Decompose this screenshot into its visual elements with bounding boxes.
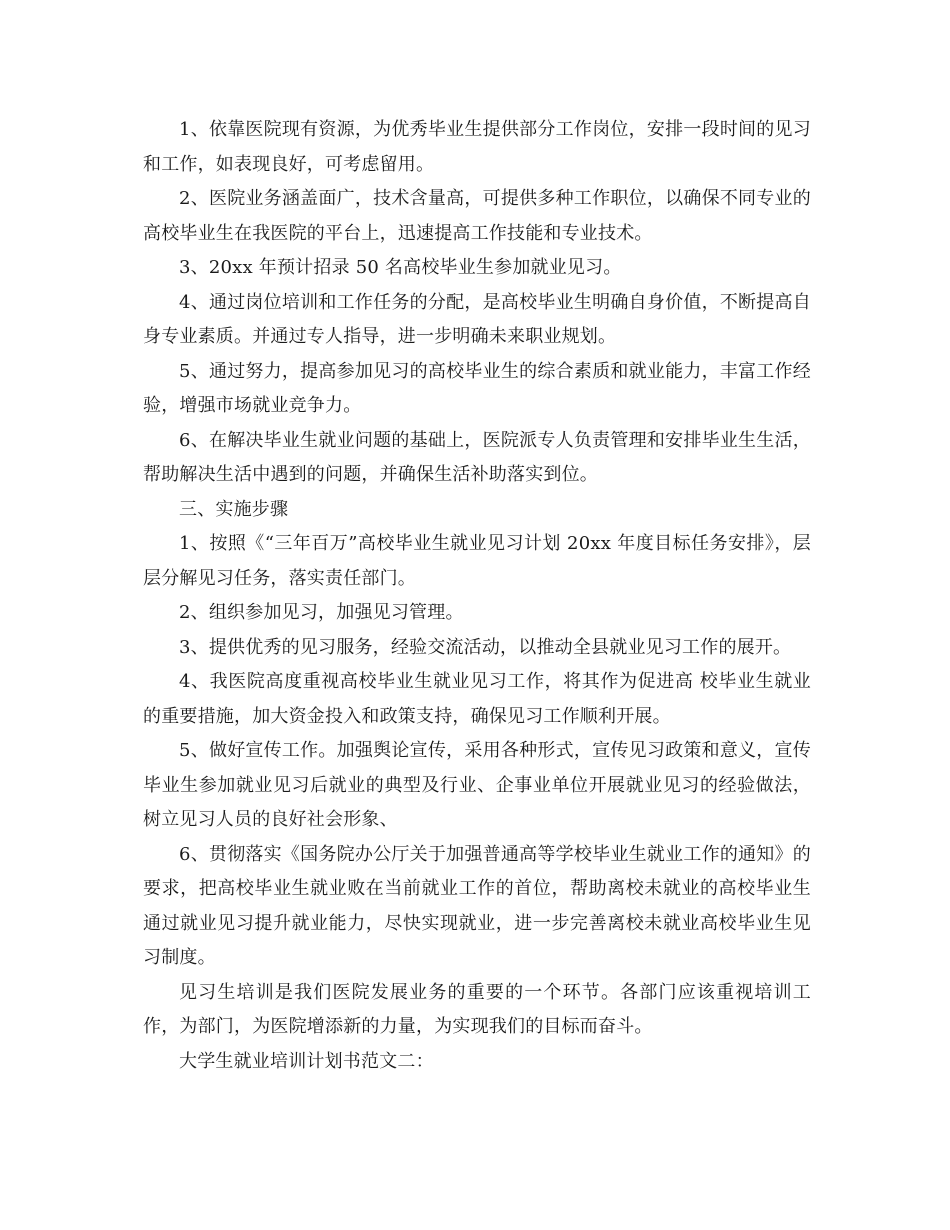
paragraph-benefit-6: 6、在解决毕业生就业问题的基础上，医院派专人负责管理和安排毕业生生活，帮助解决生活中遇到的问题，并确保生活补助落实到位。	[143, 429, 811, 485]
paragraph-benefit-4: 4、通过岗位培训和工作任务的分配，是高校毕业生明确自身价值，不断提高自身专业素质。并通过专人指导，进一步明确未来职业规划。	[143, 291, 811, 347]
paragraph-next-sample-heading: 大学生就业培训计划书范文二：	[179, 1050, 434, 1072]
paragraph-step-6: 6、贯彻落实《国务院办公厅关于加强普通高等学校毕业生就业工作的通知》的要求，把高校毕业生就业败在当前就业工作的首位，帮助离校未就业的高校毕业生通过就业见习提升就业能力，尽快实现就业，进一步完善离校未就业高校毕业生见习制度。	[143, 843, 811, 968]
paragraph-step-1: 1、按照《“三年百万”高校毕业生就业见习计划 20xx 年度目标任务安排》，层层分解见习任务，落实责任部门。	[143, 533, 811, 589]
paragraph-step-5: 5、做好宣传工作。加强舆论宣传，采用各种形式，宣传见习政策和意义，宣传毕业生参加就业见习后就业的典型及行业、企事业单位开展就业见习的经验做法，树立见习人员的良好社会形象、	[143, 740, 811, 830]
paragraph-benefit-1: 1、依靠医院现有资源，为优秀毕业生提供部分工作岗位，安排一段时间的见习和工作，如表现良好，可考虑留用。	[143, 119, 811, 175]
paragraph-benefit-2: 2、医院业务涵盖面广，技术含量高，可提供多种工作职位，以确保不同专业的高校毕业生在我医院的平台上，迅速提高工作技能和专业技术。	[143, 188, 811, 244]
paragraph-conclusion: 见习生培训是我们医院发展业务的重要的一个环节。各部门应该重视培训工作，为部门，为医院增添新的力量，为实现我们的目标而奋斗。	[143, 981, 811, 1037]
paragraph-step-2: 2、组织参加见习，加强见习管理。	[179, 602, 464, 623]
paragraph-step-3: 3、提供优秀的见习服务，经验交流活动，以推动全县就业见习工作的展开。	[179, 636, 792, 658]
paragraph-benefit-5: 5、通过努力，提高参加见习的高校毕业生的综合素质和就业能力，丰富工作经验，增强市场就业竞争力。	[143, 360, 811, 416]
paragraph-benefit-3: 3、20xx 年预计招录 50 名高校毕业生参加就业见习。	[179, 257, 622, 278]
section-heading-steps: 三、实施步骤	[179, 498, 289, 520]
paragraph-step-4: 4、我医院高度重视高校毕业生就业见习工作，将其作为促进高 校毕业生就业的重要措施，加大资金投入和政策支持，确保见习工作顺利开展。	[143, 671, 811, 727]
document-body	[143, 113, 811, 1079]
